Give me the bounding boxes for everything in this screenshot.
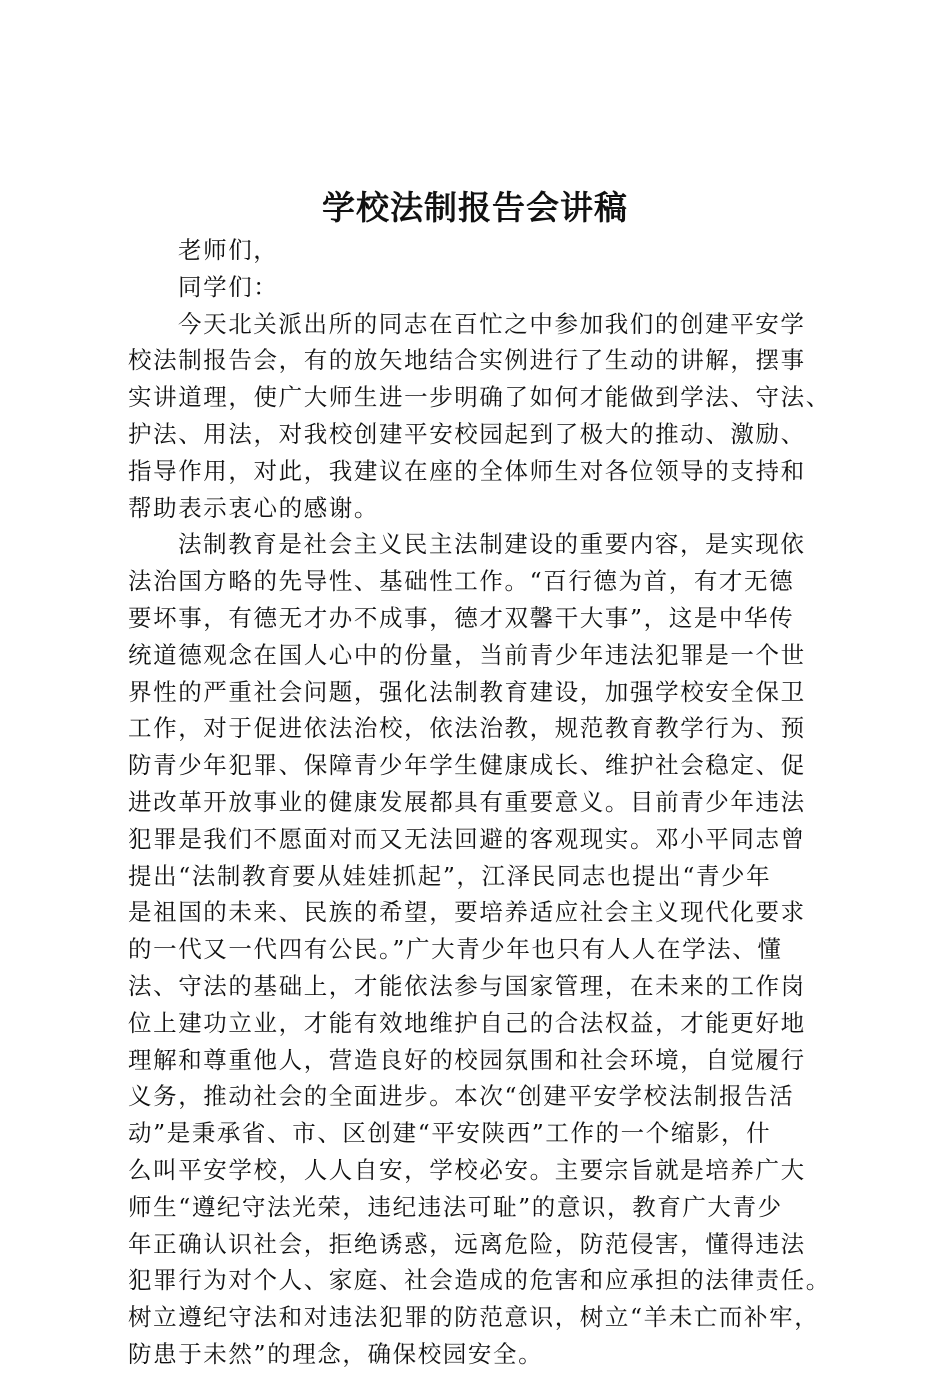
paragraph-line: 要坏事，有德无才办不成事，德才双馨干大事”，这是中华传	[128, 603, 795, 632]
paragraph-line: 义务，推动社会的全面进步。本次“创建平安学校法制报告活	[128, 1082, 795, 1111]
paragraph-line: 法、守法的基础上，才能依法参与国家管理，在未来的工作岗	[128, 971, 806, 1000]
paragraph-line: 校法制报告会，有的放矢地结合实例进行了生动的讲解，摆事	[128, 346, 806, 375]
paragraph-line: 位上建功立业，才能有效地维护自己的合法权益，才能更好地	[128, 1008, 806, 1037]
paragraph-line: 理解和尊重他人，营造良好的校园氛围和社会环境，自觉履行	[128, 1045, 806, 1074]
paragraph-line: 统道德观念在国人心中的份量，当前青少年违法犯罪是一个世	[128, 640, 806, 669]
document-title: 学校法制报告会讲稿	[322, 188, 628, 227]
paragraph-line: 法治国方略的先导性、基础性工作。“百行德为首，有才无德	[128, 567, 795, 596]
paragraph-1	[128, 306, 844, 527]
paragraph-line: 是祖国的未来、民族的希望，要培养适应社会主义现代化要求	[128, 898, 806, 927]
paragraph-line: 指导作用，对此，我建议在座的全体师生对各位领导的支持和	[128, 456, 806, 485]
paragraph-line: 防患于未然”的理念，确保校园安全。	[128, 1339, 544, 1368]
paragraph-line: 么叫平安学校，人人自安，学校必安。主要宗旨就是培养广大	[128, 1155, 806, 1184]
paragraph-line: 犯罪是我们不愿面对而又无法回避的客观现实。邓小平同志曾	[128, 824, 806, 853]
paragraph-line: 护法、用法，对我校创建平安校园起到了极大的推动、激励、	[128, 419, 806, 448]
paragraph-line: 提出“法制教育要从娃娃抓起”，江泽民同志也提出“青少年	[128, 861, 772, 890]
document-body	[128, 232, 844, 1373]
paragraph-line: 今天北关派出所的同志在百忙之中参加我们的创建平安学	[178, 309, 806, 338]
salutation-teachers: 老师们，	[178, 236, 279, 264]
paragraph-line: 防青少年犯罪、保障青少年学生健康成长、维护社会稳定、促	[128, 751, 806, 780]
paragraph-line: 进改革开放事业的健康发展都具有重要意义。目前青少年违法	[128, 787, 806, 816]
paragraph-line: 动”是秉承省、市、区创建“平安陕西”工作的一个缩影，什	[128, 1119, 772, 1148]
paragraph-line: 树立遵纪守法和对违法犯罪的防范意识，树立“羊未亡而补牢，	[128, 1303, 820, 1332]
paragraph-line: 年正确认识社会，拒绝诱惑，远离危险，防范侵害，懂得违法	[128, 1229, 806, 1258]
paragraph-line: 法制教育是社会主义民主法制建设的重要内容，是实现依	[178, 530, 806, 559]
paragraph-line: 帮助表示衷心的感谢。	[128, 493, 379, 522]
salutation-students: 同学们：	[178, 272, 279, 301]
paragraph-2	[128, 526, 844, 1372]
paragraph-line: 的一代又一代四有公民。”广大青少年也只有人人在学法、懂	[128, 935, 783, 964]
paragraph-line: 师生“遵纪守法光荣，违纪违法可耻”的意识，教育广大青少	[128, 1192, 783, 1221]
paragraph-line: 界性的严重社会问题，强化法制教育建设，加强学校安全保卫	[128, 677, 806, 706]
paragraph-line: 实讲道理，使广大师生进一步明确了如何才能做到学法、守法、	[128, 383, 831, 412]
paragraph-line: 工作，对于促进依法治校，依法治教，规范教育教学行为、预	[128, 714, 806, 743]
paragraph-line: 犯罪行为对个人、家庭、社会造成的危害和应承担的法律责任。	[128, 1266, 831, 1295]
